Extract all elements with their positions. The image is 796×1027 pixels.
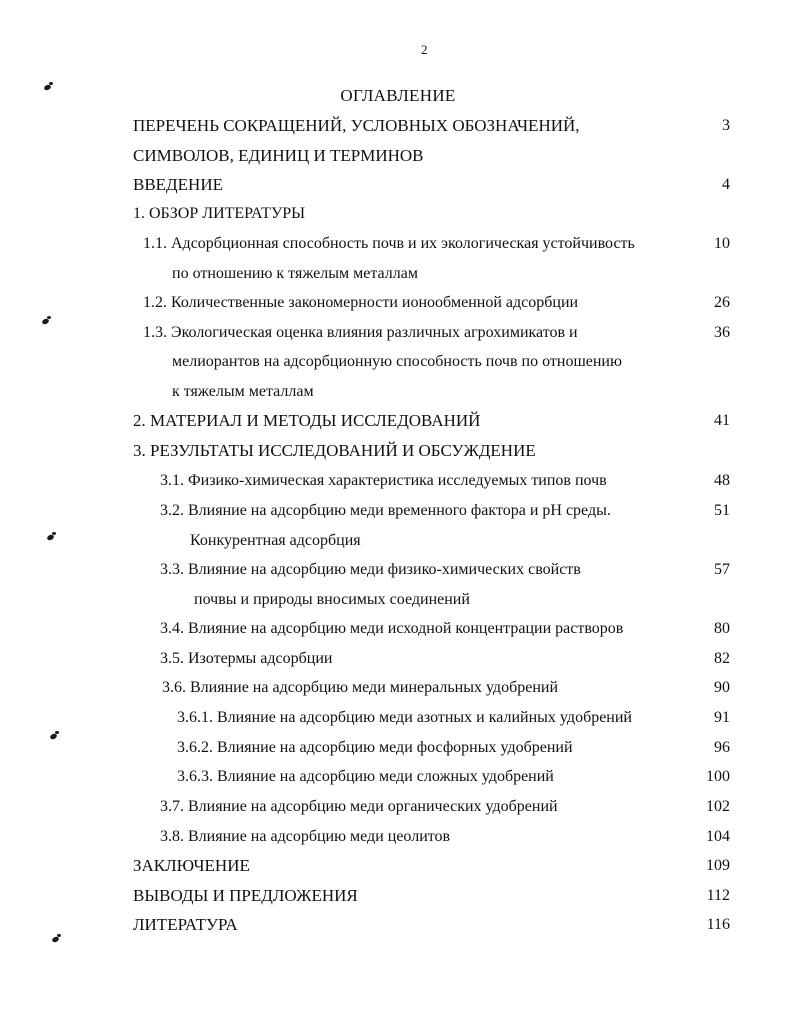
toc-entry-text: 3. РЕЗУЛЬТАТЫ ИССЛЕДОВАНИЙ И ОБСУЖДЕНИЕ [133, 441, 536, 460]
toc-entry-page: 112 [706, 887, 730, 904]
toc-entry-text: 3.8. Влияние на адсорбцию меди цеолитов [160, 828, 451, 845]
toc-entry-text: по отношению к тяжелым металлам [172, 265, 418, 282]
toc-entry [0, 469, 796, 493]
toc-entry-text: 3.3. Влияние на адсорбцию меди физико-химических свойств [160, 561, 581, 578]
toc-entry-page: 102 [706, 798, 730, 815]
toc-entry [0, 499, 796, 523]
toc-entry-text: 1. ОБЗОР ЛИТЕРАТУРЫ [133, 205, 306, 222]
toc-entry-text: 3.6. Влияние на адсорбцию меди минеральных удобрений [162, 679, 558, 696]
page-number: 2 [421, 42, 428, 57]
toc-entry-page: 90 [714, 679, 730, 696]
toc-entry-text: 3.2. Влияние на адсорбцию меди временного фактора и pH среды. [160, 502, 611, 519]
toc-entry-text: 2. МАТЕРИАЛ И МЕТОДЫ ИССЛЕДОВАНИЙ [133, 411, 481, 430]
toc-entry [0, 409, 796, 433]
toc-entry [0, 588, 796, 612]
toc-entry-text: ЛИТЕРАТУРА [133, 915, 238, 934]
toc-entry-text: ЗАКЛЮЧЕНИЕ [133, 856, 250, 875]
toc-entry [0, 114, 796, 138]
toc-entry [0, 765, 796, 789]
toc-entry [0, 144, 796, 168]
toc-entry-page: 36 [714, 324, 730, 341]
toc-entry [0, 795, 796, 819]
toc-entry-page: 10 [714, 235, 730, 252]
toc-entry-page: 51 [714, 502, 730, 519]
toc-entry [0, 173, 796, 197]
toc-entry-page: 91 [714, 709, 730, 726]
toc-entry [0, 321, 796, 345]
toc-entry-page: 57 [714, 561, 730, 578]
toc-entry-text: к тяжелым металлам [172, 383, 314, 400]
toc-entry-page: 4 [722, 176, 730, 193]
toc-entry [0, 617, 796, 641]
toc-entry-page: 3 [722, 117, 730, 134]
toc-entry [0, 884, 796, 908]
toc-entry-text: 3.4. Влияние на адсорбцию меди исходной концентрации растворов [160, 620, 624, 637]
toc-entry [0, 676, 796, 700]
toc-entry [0, 558, 796, 582]
toc-entry-text: ПЕРЕЧЕНЬ СОКРАЩЕНИЙ, УСЛОВНЫХ ОБОЗНАЧЕНИЙ, [133, 116, 580, 135]
toc-entry-text: 1.2. Количественные закономерности ионообменной адсорбции [143, 294, 579, 311]
toc-entry-text: ВВЕДЕНИЕ [133, 175, 223, 194]
toc-entry-text: 3.6.2. Влияние на адсорбцию меди фосфорных удобрений [177, 739, 573, 756]
toc-entry-text: мелиорантов на адсорбционную способность почв по отношению [172, 353, 622, 370]
toc-entry-page: 100 [706, 768, 730, 785]
toc-entry [0, 825, 796, 849]
toc-entry [0, 736, 796, 760]
toc-entry-text: 1.1. Адсорбционная способность почв и их экологическая устойчивость [143, 235, 635, 252]
toc-entry [0, 232, 796, 256]
toc-title: ОГЛАВЛЕНИЕ [340, 86, 456, 105]
toc-entry-text: СИМВОЛОВ, ЕДИНИЦ И ТЕРМИНОВ [133, 146, 424, 165]
toc-entry-text: 3.6.3. Влияние на адсорбцию меди сложных удобрений [177, 768, 554, 785]
toc-entry-page: 41 [714, 412, 730, 429]
toc-entry [0, 913, 796, 937]
toc-entry-page: 82 [714, 650, 730, 667]
toc-entry [0, 439, 796, 463]
toc-entry-text: Конкурентная адсорбция [190, 532, 361, 549]
toc-entry-text: 3.6.1. Влияние на адсорбцию меди азотных и калийных удобрений [177, 709, 632, 726]
toc-entry [0, 291, 796, 315]
toc-entry-page: 116 [706, 916, 730, 933]
toc-entry [0, 647, 796, 671]
toc-entry-text: 3.1. Физико-химическая характеристика исследуемых типов почв [160, 472, 607, 489]
toc-entry-text: ВЫВОДЫ И ПРЕДЛОЖЕНИЯ [133, 886, 358, 905]
toc-entry-text: почвы и природы вносимых соединений [194, 591, 470, 608]
toc-entry [0, 706, 796, 730]
toc-entry [0, 854, 796, 878]
toc-entry [0, 380, 796, 404]
toc-entry-text: 3.5. Изотермы адсорбции [160, 650, 333, 667]
toc-entry-page: 104 [706, 828, 730, 845]
toc-entry-page: 96 [714, 739, 730, 756]
toc-entry-text: 1.3. Экологическая оценка влияния различных агрохимикатов и [143, 324, 578, 341]
toc-entry-page: 109 [706, 857, 730, 874]
toc-entry [0, 529, 796, 553]
toc-entry [0, 350, 796, 374]
toc-entry-page: 80 [714, 620, 730, 637]
toc-entry-text: 3.7. Влияние на адсорбцию меди органических удобрений [160, 798, 558, 815]
toc-entry-page: 48 [714, 472, 730, 489]
toc-entry [0, 202, 796, 226]
toc-entry [0, 262, 796, 286]
toc-entry-page: 26 [714, 294, 730, 311]
